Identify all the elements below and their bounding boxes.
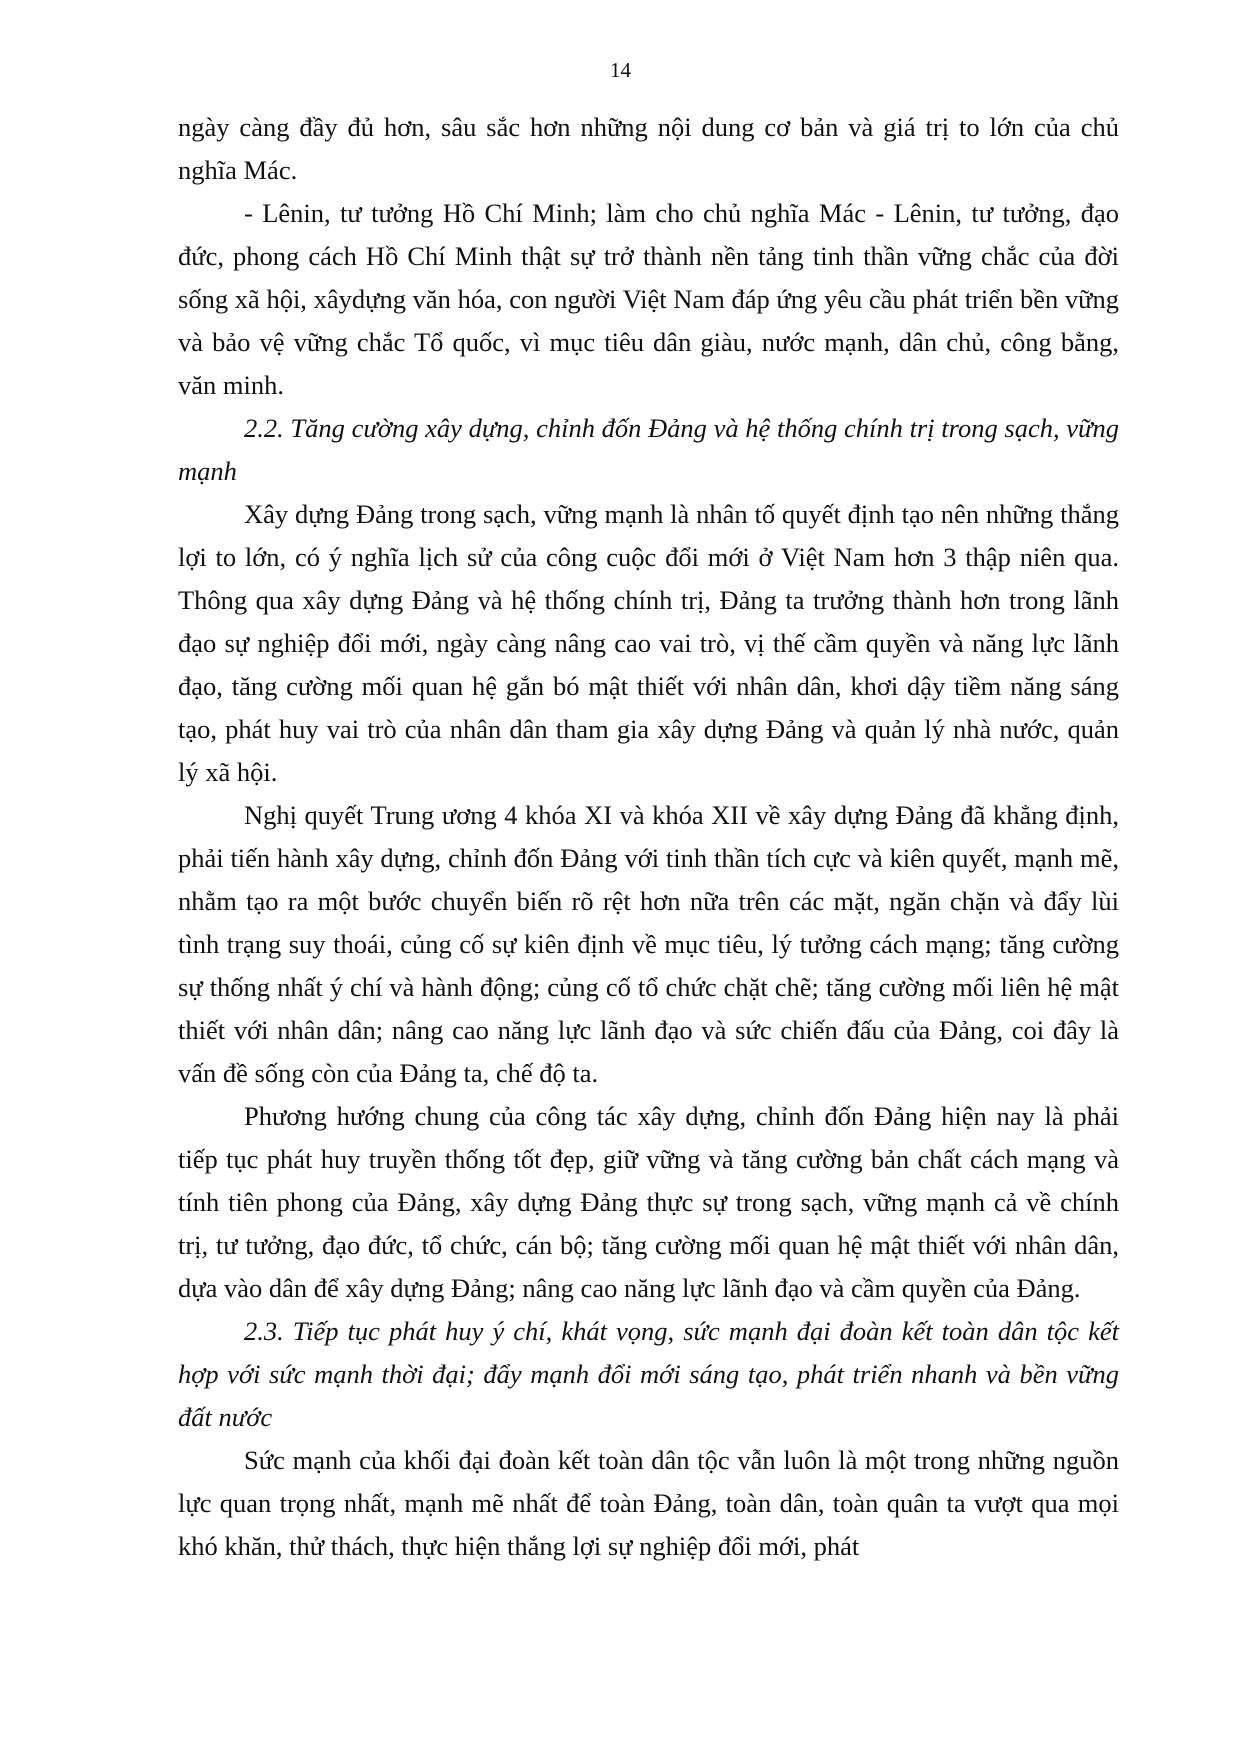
page-number: 14 — [610, 58, 631, 82]
paragraph-party-building: Xây dựng Đảng trong sạch, vững mạnh là nhân tố quyết định tạo nên những thắng lợi to lớn, có ý nghĩa lịch sử của công cuộc đổi mới ở Việt Nam hơn 3 thập niên qua. Thông qua xây dựng Đảng và hệ thống chính trị, Đảng ta trưởng thành hơn trong lãnh đạo sự nghiệp đổi mới, ngày càng nâng cao vai trò, vị thế cầm quyền và năng lực lãnh đạo, tăng cường mối quan hệ gắn bó mật thiết với nhân dân, khơi dậy tiềm năng sáng tạo, phát huy vai trò của nhân dân tham gia xây dựng Đảng và quản lý nhà nước, quản lý xã hội. — [178, 499, 1119, 787]
document-body — [178, 106, 1119, 1568]
section-heading-2-3: 2.3. Tiếp tục phát huy ý chí, khát vọng, sức mạnh đại đoàn kết toàn dân tộc kết hợp với sức mạnh thời đại; đẩy mạnh đổi mới sáng tạo, phát triển nhanh và bền vững đất nước — [178, 1316, 1119, 1432]
paragraph-national-unity: Sức mạnh của khối đại đoàn kết toàn dân tộc vẫn luôn là một trong những nguồn lực quan trọng nhất, mạnh mẽ nhất để toàn Đảng, toàn dân, toàn quân ta vượt qua mọi khó khăn, thử thách, thực hiện thắng lợi sự nghiệp đổi mới, phát — [178, 1445, 1119, 1561]
section-heading-2-2: 2.2. Tăng cường xây dựng, chỉnh đốn Đảng và hệ thống chính trị trong sạch, vững mạnh — [178, 413, 1119, 486]
paragraph-resolution: Nghị quyết Trung ương 4 khóa XI và khóa XII về xây dựng Đảng đã khẳng định, phải tiến hành xây dựng, chỉnh đốn Đảng với tinh thần tích cực và kiên quyết, mạnh mẽ, nhằm tạo ra một bước chuyển biến rõ rệt hơn nữa trên các mặt, ngăn chặn và đẩy lùi tình trạng suy thoái, củng cố sự kiên định về mục tiêu, lý tưởng cách mạng; tăng cường sự thống nhất ý chí và hành động; củng cố tổ chức chặt chẽ; tăng cường mối liên hệ mật thiết với nhân dân; nâng cao năng lực lãnh đạo và sức chiến đấu của Đảng, coi đây là vấn đề sống còn của Đảng ta, chế độ ta. — [178, 800, 1119, 1088]
paragraph-lenin-ideology: - Lênin, tư tưởng Hồ Chí Minh; làm cho chủ nghĩa Mác - Lênin, tư tưởng, đạo đức, phong cách Hồ Chí Minh thật sự trở thành nền tảng tinh thần vững chắc của đời sống xã hội, xâydựng văn hóa, con người Việt Nam đáp ứng yêu cầu phát triển bền vững và bảo vệ vững chắc Tổ quốc, vì mục tiêu dân giàu, nước mạnh, dân chủ, công bằng, văn minh. — [178, 198, 1119, 400]
paragraph-direction: Phương hướng chung của công tác xây dựng, chỉnh đốn Đảng hiện nay là phải tiếp tục phát huy truyền thống tốt đẹp, giữ vững và tăng cường bản chất cách mạng và tính tiên phong của Đảng, xây dựng Đảng thực sự trong sạch, vững mạnh cả về chính trị, tư tưởng, đạo đức, tổ chức, cán bộ; tăng cường mối quan hệ mật thiết với nhân dân, dựa vào dân để xây dựng Đảng; nâng cao năng lực lãnh đạo và cầm quyền của Đảng. — [178, 1101, 1119, 1303]
paragraph-continuation: ngày càng đầy đủ hơn, sâu sắc hơn những nội dung cơ bản và giá trị to lớn của chủ nghĩa Mác. — [178, 112, 1119, 185]
